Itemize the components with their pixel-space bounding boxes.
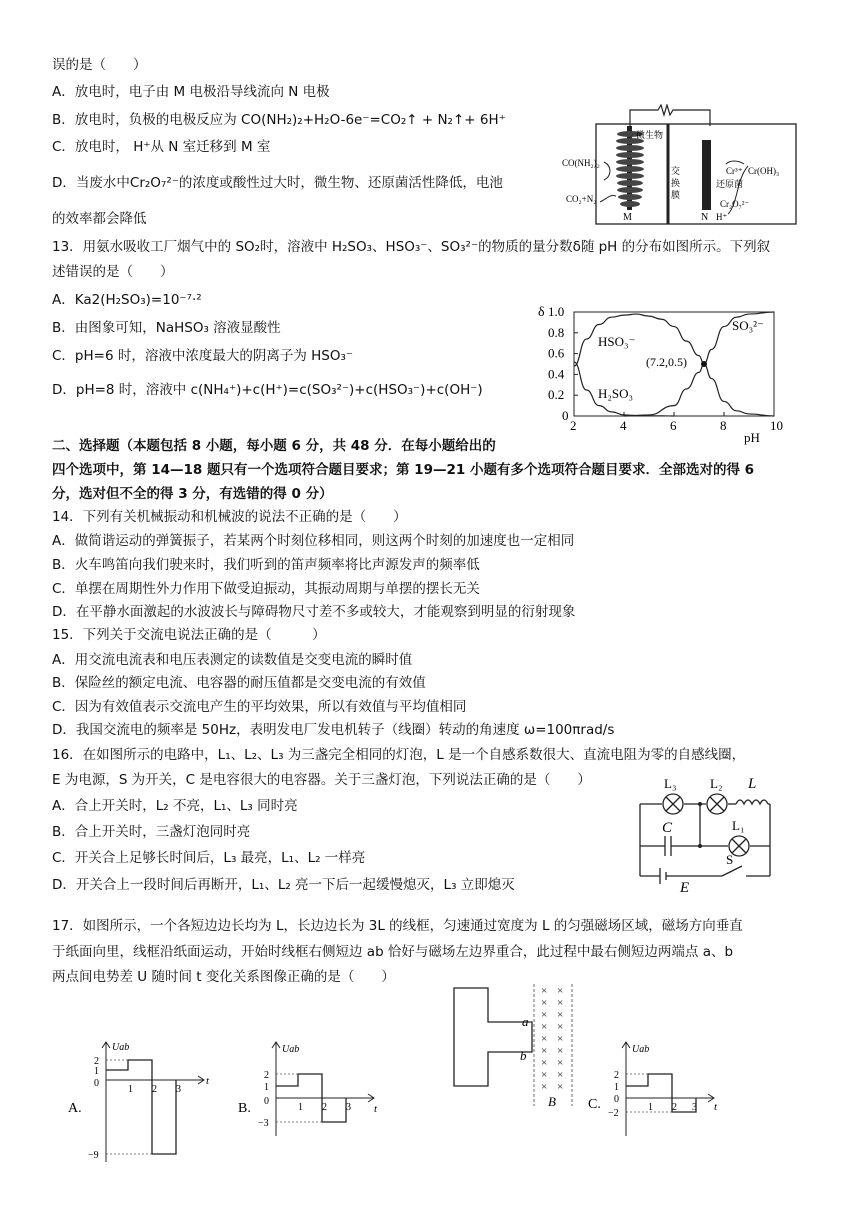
q16-option-d: D．开关合上一段时间后再断开，L₁、L₂ 亮一下后一起缓慢熄灭，L₃ 立即熄灭: [52, 877, 515, 893]
membrane-label-2: 换: [671, 178, 681, 188]
q14-stem: 14．下列有关机械振动和机械波的说法不正确的是（ ）: [52, 509, 407, 525]
graph-c-tick-neg: −2: [608, 1108, 619, 1119]
graph-a-tick-1: 1: [94, 1066, 99, 1077]
section-2-heading: 二、选择题（本题包括 8 小题，每小题 6 分，共 48 分．在每小题给出的: [52, 438, 496, 454]
reducing-bacteria-label: 还原菌: [716, 179, 744, 189]
graph-a-y-label: Uab: [112, 1042, 130, 1053]
chart-intersection-point: [701, 361, 707, 367]
inductor-l-label: L: [748, 776, 757, 792]
q17-stem-cont: 于纸面向里，线框沿纸面运动，开始时线框右侧短边 ab 恰好与磁场左边界重合，此过程中最右侧短边两端点 a、b: [52, 944, 734, 960]
q15-option-d: D．我国交流电的频率是 50Hz，表明发电厂发电机转子（线圈）转动的角速度 ω=100πrad/s: [52, 722, 615, 738]
graph-option-b: [236, 1040, 386, 1140]
chart-y-tick-label: 0: [562, 408, 569, 423]
croh3-label: Cr(OH)₃: [748, 166, 780, 176]
field-cross-mark: ×: [557, 1057, 564, 1069]
q12-option-b: B．放电时，负极的电极反应为 CO(NH₂)₂+H₂O-6e⁻=CO₂↑ + N₂↑+ 6H⁺: [52, 112, 506, 128]
membrane-label-3: 膜: [671, 190, 681, 200]
co2-n2-label: CO₂+N₂: [566, 194, 597, 204]
chart-y-tick-label: 0.8: [548, 324, 565, 340]
chart-y-tick-label: 0.2: [548, 387, 565, 403]
field-cross-mark: ×: [541, 1045, 548, 1057]
graph-c-y-label: Uab: [632, 1044, 650, 1055]
distribution-chart: [534, 298, 790, 448]
q14-option-b: B．火车鸣笛向我们驶来时，我们听到的笛声频率将比声源发声的频率低: [52, 557, 480, 573]
field-cross-mark: ×: [541, 1033, 548, 1045]
lamp-l3-label: L₃: [664, 776, 677, 791]
q12-stem-tail: 误的是（ ）: [52, 57, 147, 73]
circuit-diagram: [630, 772, 780, 894]
membrane-label-1: 交: [671, 166, 681, 176]
field-cross-mark: ×: [557, 1045, 564, 1057]
field-cross-mark: ×: [557, 1033, 564, 1045]
graph-c-tick-0: 0: [614, 1094, 619, 1105]
q14-option-d: D．在平静水面激起的水波波长与障碍物尺寸差不多或较大，才能观察到明显的衍射现象: [52, 604, 576, 620]
graph-b-tick-1: 1: [264, 1082, 269, 1093]
lamp-l2-label: L₂: [710, 776, 723, 791]
series-label-h2so3: H₂SO₃: [598, 386, 634, 401]
graph-c-tick-1: 1: [614, 1082, 619, 1093]
q16-option-a: A．合上开关时，L₂ 不亮，L₁、L₃ 同时亮: [52, 798, 298, 814]
graph-b-t-label: t: [374, 1103, 378, 1115]
battery-cell-figure: [560, 104, 800, 226]
q12-option-d-cont: 的效率都会降低: [52, 211, 147, 227]
microbe-label: 微生物: [636, 130, 664, 140]
urea-label: CO(NH₂)₂: [562, 158, 600, 168]
switch-s-label: S: [726, 852, 734, 867]
graph-option-a: [66, 1040, 216, 1168]
series-label-so3: SO₃²⁻: [732, 318, 764, 333]
q12-option-c: C．放电时， H⁺从 N 室迁移到 M 室: [52, 139, 271, 155]
q13-option-b: B．由图象可知，NaHSO₃ 溶液显酸性: [52, 320, 281, 336]
graph-b-t3: 3: [346, 1102, 351, 1113]
field-cross-mark: ×: [557, 1021, 564, 1033]
q13-option-d: D．pH=8 时，溶液中 c(NH₄⁺)+c(H⁺)=c(SO₃²⁻)+c(HSO₃⁻)+c(OH⁻): [52, 382, 483, 398]
chart-x-tick-label: 4: [620, 418, 627, 433]
field-b-label: B: [548, 1094, 556, 1109]
field-cross-mark: ×: [541, 1069, 548, 1081]
q15-stem: 15．下列关于交流电说法正确的是（ ）: [52, 627, 326, 643]
chart-x-tick-label: 2: [570, 418, 577, 433]
field-cross-mark: ×: [557, 1081, 564, 1093]
chart-x-tick-label: 8: [720, 418, 727, 433]
graph-c-t3: 3: [692, 1102, 697, 1113]
q12-option-d: D．当废水中Cr₂O₇²⁻的浓度或酸性过大时，微生物、还原菌活性降低，电池: [52, 175, 503, 191]
graph-c-t2: 2: [672, 1102, 677, 1113]
q14-option-a: A．做简谐运动的弹簧振子，若某两个时刻位移相同，则这两个时刻的加速度也一定相同: [52, 533, 575, 549]
electrode-n-label: N: [701, 212, 709, 223]
graph-b-y-label: Uab: [282, 1044, 300, 1055]
point-a-label: a: [522, 1014, 529, 1029]
graph-a-t2: 2: [152, 1084, 157, 1095]
chart-y-axis-label: δ: [538, 305, 545, 320]
q17-stem-cont2: 两点间电势差 U 随时间 t 变化关系图像正确的是（ ）: [52, 969, 395, 985]
graph-b-t1: 1: [298, 1102, 303, 1113]
chart-x-axis-label: pH: [744, 430, 760, 445]
q17-stem: 17．如图所示，一个各短边边长均为 L，长边边长为 3L 的线框，匀速通过宽度为 L 的匀强磁场区域，磁场方向垂直: [52, 918, 743, 934]
q15-option-b: B．保险丝的额定电流、电容器的耐压值都是交变电流的有效值: [52, 675, 426, 691]
chart-y-tick-label: 0.4: [548, 366, 565, 382]
graph-b-t2: 2: [322, 1102, 327, 1113]
field-cross-mark: ×: [541, 1081, 548, 1093]
frame-magnetic-field-figure: [448, 984, 584, 1112]
q13-option-a: A．Ka2(H₂SO₃)=10⁻⁷·²: [52, 292, 202, 308]
field-cross-mark: ×: [557, 985, 564, 997]
field-cross-mark: ×: [541, 1009, 548, 1021]
graph-b-tick-neg: −3: [258, 1118, 269, 1129]
q13-stem-cont: 述错误的是（ ）: [52, 264, 174, 280]
electrode-m-label: M: [623, 212, 632, 223]
option-b-label: B.: [238, 1101, 251, 1116]
chart-y-tick-label: 1.0: [548, 304, 565, 319]
q16-option-b: B．合上开关时，三盏灯泡同时亮: [52, 824, 251, 840]
field-cross-mark: ×: [541, 1021, 548, 1033]
graph-b-tick-2: 2: [264, 1070, 269, 1081]
capacitor-c-label: C: [662, 820, 673, 836]
q16-stem: 16．在如图所示的电路中，L₁、L₂、L₃ 为三盏完全相同的灯泡，L 是一个自感系数很大、直流电阻为零的自感线圈，: [52, 747, 746, 763]
graph-a-t1: 1: [128, 1084, 133, 1095]
graph-a-tick-neg: −9: [88, 1150, 99, 1161]
field-cross-mark: ×: [541, 985, 548, 997]
lamp-l1-label: L₁: [732, 818, 745, 833]
intersection-annotation: (7.2,0.5): [646, 355, 687, 369]
chart-x-tick-label: 6: [670, 418, 677, 433]
source-e-label: E: [680, 880, 690, 894]
chart-x-tick-label: 10: [770, 418, 783, 433]
q13-stem: 13．用氨水吸收工厂烟气中的 SO₂时，溶液中 H₂SO₃、HSO₃⁻、SO₃²⁻的物质的量分数δ随 pH 的分布如图所示。下列叙: [52, 239, 771, 255]
field-cross-mark: ×: [557, 1009, 564, 1021]
graph-a-t3: 3: [176, 1084, 181, 1095]
chart-y-tick-label: 0.6: [548, 345, 565, 361]
q16-option-c: C．开关合上足够长时间后，L₃ 最亮，L₁、L₂ 一样亮: [52, 850, 366, 866]
graph-b-tick-0: 0: [264, 1096, 269, 1107]
graph-c-t1: 1: [648, 1102, 653, 1113]
series-label-hso3: HSO₃⁻: [598, 334, 636, 349]
option-a-label: A.: [68, 1101, 82, 1116]
graph-c-tick-2: 2: [614, 1070, 619, 1081]
field-cross-mark: ×: [557, 1069, 564, 1081]
dichromate-label: Cr₂O₇²⁻: [720, 199, 750, 209]
q14-option-c: C．单摆在周期性外力作用下做受迫振动，其振动周期与单摆的摆长无关: [52, 581, 480, 597]
q13-option-c: C．pH=6 时，溶液中浓度最大的阴离子为 HSO₃⁻: [52, 348, 354, 364]
graph-c-t-label: t: [714, 1101, 718, 1113]
field-cross-mark: ×: [541, 1057, 548, 1069]
q16-stem-cont: E 为电源，S 为开关，C 是电容很大的电容器。关于三盏灯泡，下列说法正确的是（ ）: [52, 772, 591, 788]
section-2-heading-cont: 四个选项中，第 14—18 题只有一个选项符合题目要求；第 19—21 小题有多个选项符合题目要求．全部选对的得 6: [52, 462, 755, 478]
graph-a-tick-2: 2: [94, 1056, 99, 1067]
q12-option-a: A．放电时，电子由 M 电极沿导线流向 N 电极: [52, 84, 330, 100]
graph-option-c: [586, 1040, 726, 1140]
field-cross-mark: ×: [541, 997, 548, 1009]
point-b-label: b: [520, 1048, 527, 1063]
q15-option-a: A．用交流电流表和电压表测定的读数值是交变电流的瞬时值: [52, 652, 413, 668]
cr3-label: Cr³⁺: [726, 166, 743, 176]
field-cross-mark: ×: [557, 997, 564, 1009]
option-c-label: C.: [588, 1097, 601, 1112]
q15-option-c: C．因为有效值表示交流电产生的平均效果，所以有效值与平均值相同: [52, 699, 467, 715]
graph-a-t-label: t: [206, 1075, 210, 1087]
hydrogen-ion-label: H⁺: [716, 212, 728, 222]
section-2-heading-cont2: 分，选对但不全的得 3 分，有选错的得 0 分）: [52, 486, 333, 502]
graph-a-tick-0: 0: [94, 1078, 99, 1089]
